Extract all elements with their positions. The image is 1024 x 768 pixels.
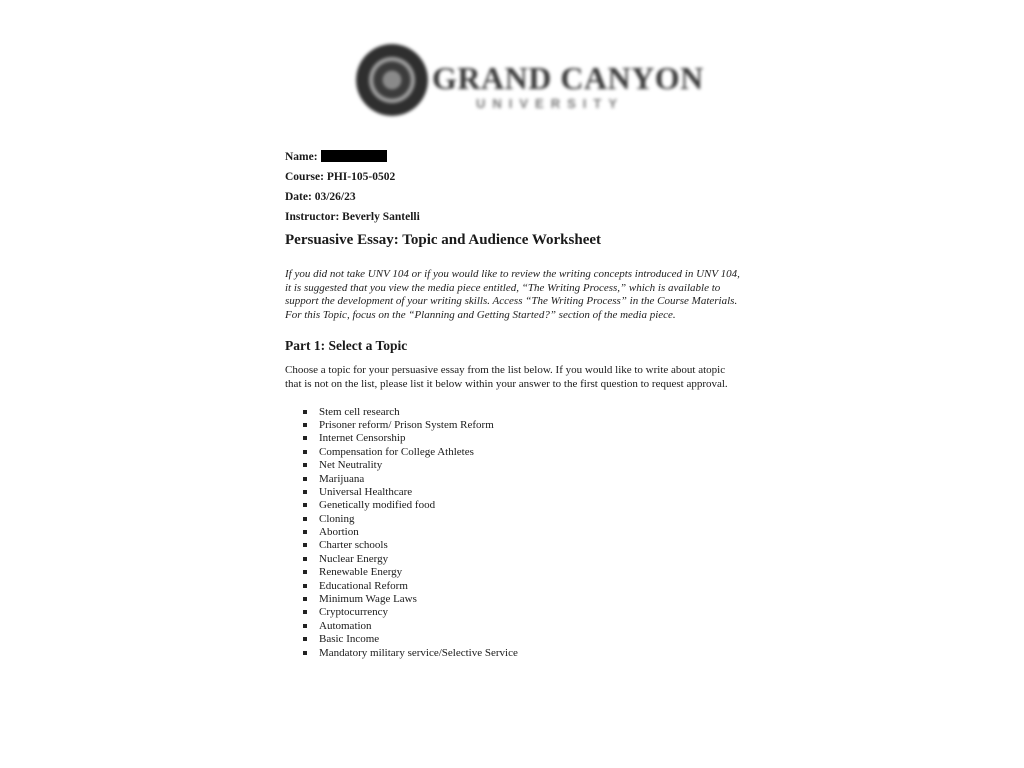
topic-list-item <box>303 473 745 486</box>
square-bullet-icon <box>303 584 307 588</box>
topic-list-item <box>303 647 745 660</box>
university-seal-icon <box>356 44 428 116</box>
topic-list-item <box>303 446 745 459</box>
topic-label: Universal Healthcare <box>319 485 413 498</box>
square-bullet-icon <box>303 624 307 628</box>
topic-list-item <box>303 459 745 472</box>
topic-label: Internet Censorship <box>319 432 406 445</box>
topic-label: Prisoner reform/ Prison System Reform <box>319 418 494 431</box>
topic-list-item <box>303 499 745 512</box>
topic-label: Minimum Wage Laws <box>319 593 417 606</box>
name-label: Name: <box>285 151 318 163</box>
topic-label: Cryptocurrency <box>319 606 389 619</box>
square-bullet-icon <box>303 436 307 440</box>
document-content <box>285 149 745 660</box>
part1-heading: Part 1: Select a Topic <box>285 338 408 354</box>
redacted-name <box>321 150 387 162</box>
topic-list-item <box>303 606 745 619</box>
topic-label: Basic Income <box>319 633 380 646</box>
square-bullet-icon <box>303 517 307 521</box>
square-bullet-icon <box>303 410 307 414</box>
square-bullet-icon <box>303 557 307 561</box>
topic-list-item <box>303 580 745 593</box>
topic-list <box>285 406 745 660</box>
topic-list-item <box>303 526 745 539</box>
topic-list-item <box>303 419 745 432</box>
topic-label: Nuclear Energy <box>319 552 389 565</box>
instructor-line: Instructor: Beverly Santelli <box>285 211 420 223</box>
topic-list-item <box>303 432 745 445</box>
topic-list-item <box>303 406 745 419</box>
course-line: Course: PHI-105-0502 <box>285 171 396 183</box>
square-bullet-icon <box>303 490 307 494</box>
date-line: Date: 03/26/23 <box>285 191 356 203</box>
square-bullet-icon <box>303 597 307 601</box>
topic-label: Cloning <box>319 512 355 525</box>
topic-label: Genetically modified food <box>319 499 436 512</box>
logo-subtitle: UNIVERSITY <box>476 96 625 111</box>
topic-list-item <box>303 486 745 499</box>
university-logo <box>356 44 704 120</box>
topic-label: Charter schools <box>319 539 388 552</box>
topic-label: Marijuana <box>319 472 365 485</box>
square-bullet-icon <box>303 543 307 547</box>
document-title: Persuasive Essay: Topic and Audience Worksheet <box>285 232 602 248</box>
square-bullet-icon <box>303 530 307 534</box>
topic-label: Educational Reform <box>319 579 408 592</box>
topic-list-item <box>303 633 745 646</box>
topic-label: Abortion <box>319 526 359 539</box>
square-bullet-icon <box>303 637 307 641</box>
square-bullet-icon <box>303 423 307 427</box>
square-bullet-icon <box>303 503 307 507</box>
topic-label: Compensation for College Athletes <box>319 445 474 458</box>
topic-label: Renewable Energy <box>319 566 403 579</box>
topic-list-item <box>303 620 745 633</box>
topic-list-item <box>303 593 745 606</box>
topic-label: Mandatory military service/Selective Service <box>319 646 518 659</box>
topic-list-item <box>303 513 745 526</box>
part1-instructions: Choose a topic for your persuasive essay from the list below. If you would like to write about atopic that is not on the list, please list it below within your answer to the first question to request approval. <box>285 364 728 390</box>
name-line <box>285 149 745 169</box>
logo-name: GRAND CANYON <box>432 60 704 96</box>
square-bullet-icon <box>303 450 307 454</box>
intro-paragraph: If you did not take UNV 104 or if you would like to review the writing concepts introduced in UNV 104, it is suggested that you view the media piece entitled, “The Writing Process,” which is available to support the development of your writing skills. Access “The Writing Process” in the Course Materials. For this Topic, focus on the “Planning and Getting Started?” section of the media piece. <box>285 268 740 321</box>
topic-label: Automation <box>319 619 372 632</box>
square-bullet-icon <box>303 463 307 467</box>
square-bullet-icon <box>303 610 307 614</box>
topic-label: Net Neutrality <box>319 459 383 472</box>
square-bullet-icon <box>303 477 307 481</box>
topic-list-item <box>303 566 745 579</box>
topic-list-item <box>303 539 745 552</box>
topic-label: Stem cell research <box>319 405 400 418</box>
topic-list-item <box>303 553 745 566</box>
square-bullet-icon <box>303 570 307 574</box>
square-bullet-icon <box>303 651 307 655</box>
